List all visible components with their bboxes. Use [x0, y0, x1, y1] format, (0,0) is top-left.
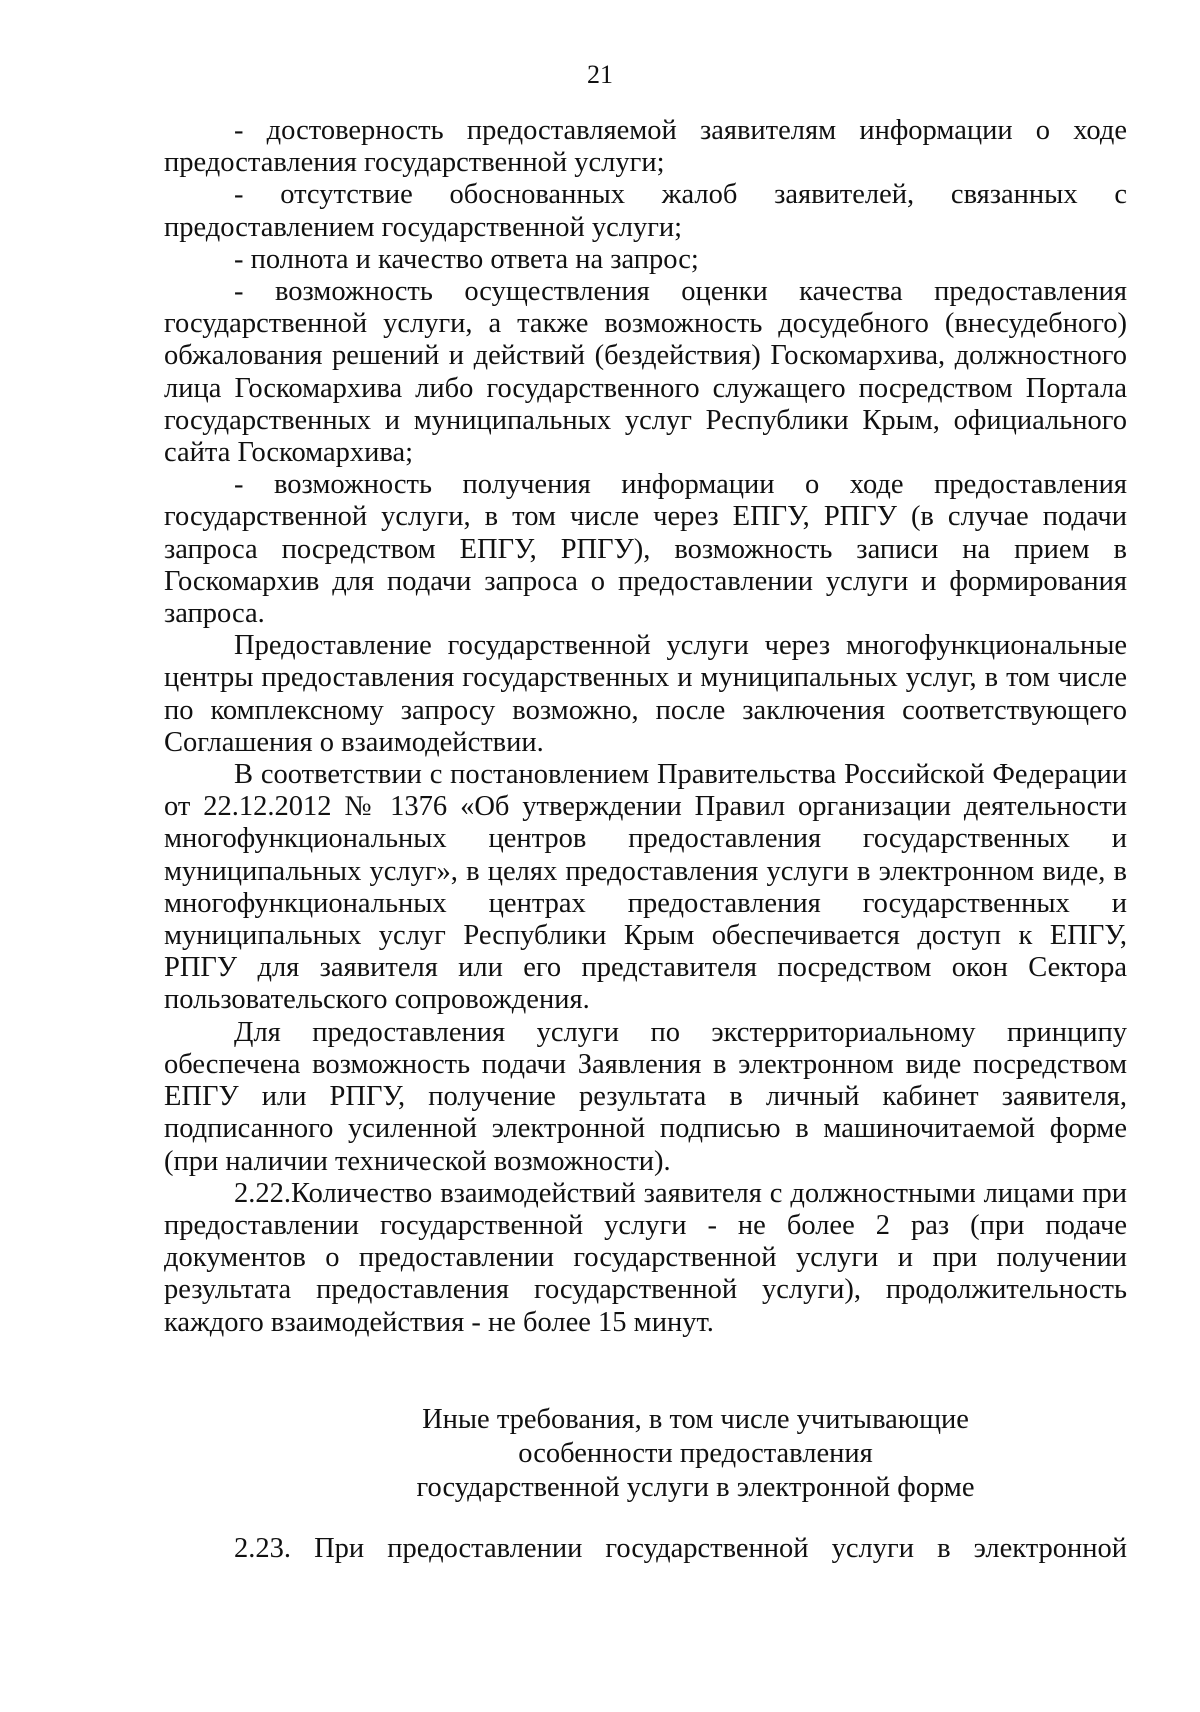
heading-line: Иные требования, в том числе учитывающие [422, 1404, 969, 1435]
paragraph: В соответствии с постановлением Правительства Российской Федерации от 22.12.2012 № 1376 «Об утверждении Правил организации деятельности многофункциональных центров предоставления государственных и муниципальных услуг», в целях предоставления услуги в электронном виде, в многофункциональных центрах предоставления государственных и муниципальных услуг Республики Крым обеспечивается доступ к ЕПГУ, РПГУ для заявителя или его представителя посредством окон Сектора пользовательского сопровождения. [164, 759, 1127, 1016]
paragraph: 2.23. При предоставлении государственной услуги в электронной [234, 1533, 1127, 1564]
body-text [164, 115, 1127, 1339]
heading-line: особенности предоставления [518, 1438, 873, 1469]
heading-line: государственной услуги в электронной форме [416, 1472, 975, 1503]
paragraph: - возможность осуществления оценки качества предоставления государственной услуги, а также возможность досудебного (внесудебного) обжалования решений и действий (бездействия) Госкомархива, должностного лица Госкомархива либо государственного служащего посредством Портала государственных и муниципальных услуг Республики Крым, официального сайта Госкомархива; [164, 276, 1127, 469]
paragraph: Предоставление государственной услуги через многофункциональные центры предоставления государственных и муниципальных услуг, в том числе по комплексному запросу возможно, после заключения соответствующего Соглашения о взаимодействии. [164, 630, 1127, 758]
paragraph: - полнота и качество ответа на запрос; [234, 243, 699, 275]
paragraph: - возможность получения информации о ходе предоставления государственной услуги, в том числе через ЕПГУ, РПГУ (в случае подачи запроса посредством ЕПГУ, РПГУ), возможность записи на прием в Госкомархив для подачи запроса о предоставлении услуги и формирования запроса. [164, 469, 1127, 630]
paragraph: 2.22.Количество взаимодействий заявителя с должностными лицами при предоставлении государственной услуги - не более 2 раз (при подаче документов о предоставлении государственной услуги и при получении результата предоставления государственной услуги), продолжительность каждого взаимодействия - не более 15 минут. [164, 1177, 1127, 1338]
paragraph: - отсутствие обоснованных жалоб заявителей, связанных с предоставлением государственной услуги; [164, 179, 1127, 243]
paragraph: Для предоставления услуги по экстерриториальному принципу обеспечена возможность подачи Заявления в электронном виде посредством ЕПГУ или РПГУ, получение результата в личный кабинет заявителя, подписанного усиленной электронной подписью в машиночитаемой форме (при наличии технической возможности). [164, 1016, 1127, 1177]
page-number: 21 [587, 60, 613, 89]
section-heading [164, 1403, 1200, 1505]
paragraph: - достоверность предоставляемой заявителям информации о ходе предоставления государственной услуги; [164, 115, 1127, 179]
